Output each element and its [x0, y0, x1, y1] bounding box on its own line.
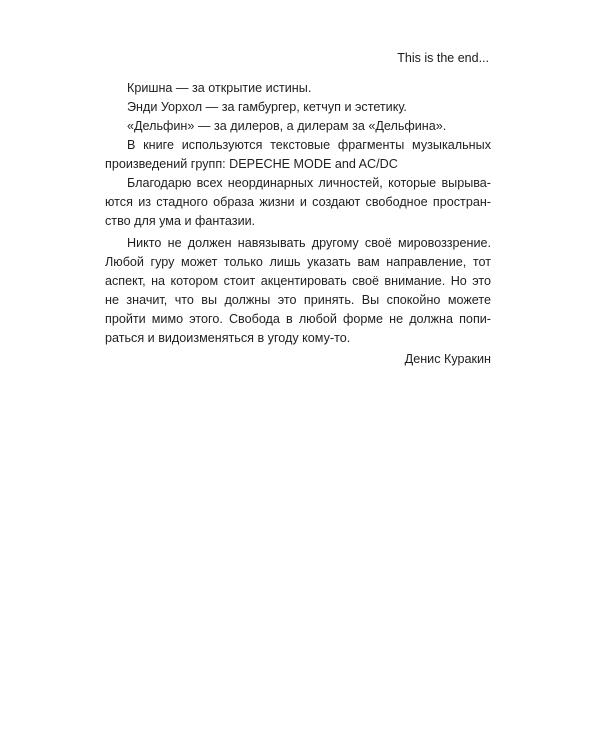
author-signature: Денис Куракин	[404, 352, 491, 366]
paragraph-worldview	[105, 234, 491, 348]
paragraph-gratitude	[105, 174, 491, 231]
paragraph-line: аспект, на котором стоит акцентировать своё внимание. Но это	[105, 274, 491, 288]
paragraph-line: В книге используются текстовые фрагменты музыкальных	[127, 138, 491, 152]
paragraph-line: не значит, что вы должны это принять. Вы спокойно можете	[105, 293, 491, 307]
paragraph-line: Любой гуру может только лишь указать вам направление, тот	[105, 255, 491, 269]
paragraph-line: произведений групп: DEPECHE MODE and AC/DC	[105, 157, 398, 171]
paragraph-line: раться и видоизменяться в угоду кому-то.	[105, 331, 351, 345]
paragraph-line: Благодарю всех неординарных личностей, которые вырыва-	[127, 176, 491, 190]
paragraph-line: ются из стадного образа жизни и создают свободное простран-	[105, 195, 491, 209]
preface-text	[105, 79, 491, 369]
dedication-delfin: «Дельфин» — за дилеров, а дилерам за «Дельфина».	[127, 119, 447, 133]
paragraph-music-fragments	[105, 136, 491, 174]
dedication-krishna: Кришна — за открытие истины.	[127, 81, 312, 95]
dedication-warhol: Энди Уорхол — за гамбургер, кетчуп и эстетику.	[127, 100, 407, 114]
paragraph-line: пройти мимо этого. Свобода в любой форме не должна попи-	[105, 312, 491, 326]
running-header: This is the end...	[397, 51, 489, 65]
paragraph-line: Никто не должен навязывать другому своё мировоззрение.	[127, 236, 491, 250]
paragraph-line: ство для ума и фантазии.	[105, 214, 256, 228]
